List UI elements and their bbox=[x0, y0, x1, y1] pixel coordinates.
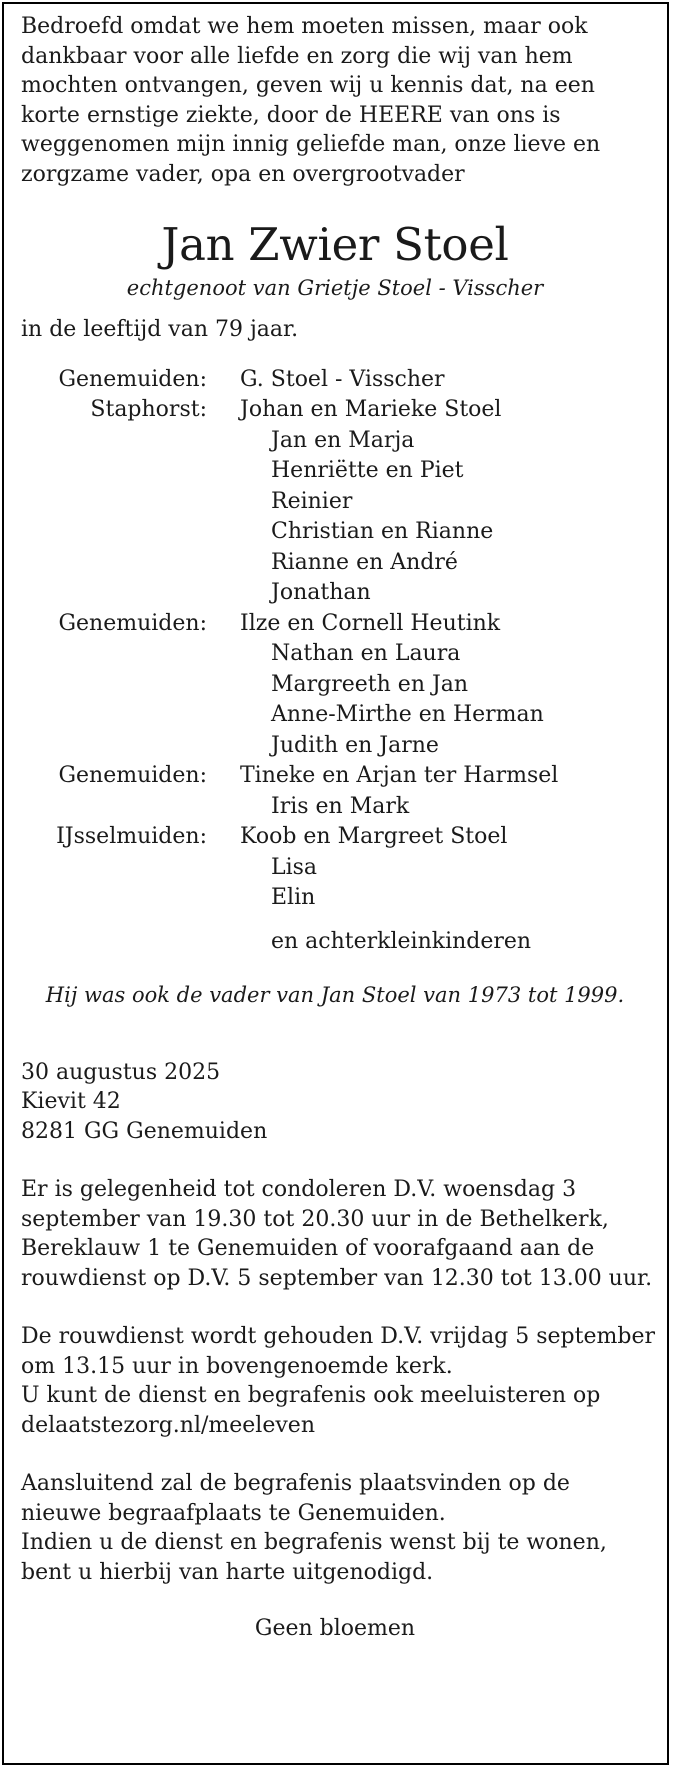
family-member: Johan en Marieke Stoel bbox=[240, 397, 502, 422]
intro-line: weggenomen mijn innig geliefde man, onze lieve en bbox=[21, 132, 601, 157]
family-member: Ilze en Cornell Heutink bbox=[240, 610, 501, 636]
family-member: Rianne en André bbox=[271, 549, 458, 575]
burial-line: Indien u de dienst en begrafenis wenst bij te wonen, bbox=[21, 1530, 607, 1555]
family-row bbox=[21, 487, 649, 518]
family-place bbox=[21, 792, 240, 823]
family-row bbox=[21, 365, 649, 396]
family-place bbox=[21, 548, 240, 579]
burial-line: bent u hierbij van harte uitgenodigd. bbox=[21, 1559, 434, 1585]
family-place bbox=[21, 517, 240, 548]
family-member: Jonathan bbox=[271, 580, 371, 605]
burial-paragraph bbox=[21, 1469, 649, 1587]
death-notice bbox=[21, 12, 655, 1644]
condolence-paragraph bbox=[21, 1175, 653, 1293]
deceased-name: Jan Zwier Stoel bbox=[161, 218, 509, 271]
condolence-line: september van 19.30 tot 20.30 uur in de Bethelkerk, bbox=[21, 1206, 609, 1232]
family-row bbox=[21, 883, 649, 914]
family-member: G. Stoel - Visscher bbox=[240, 366, 445, 392]
family-row bbox=[21, 700, 649, 731]
family-place bbox=[21, 700, 240, 731]
family-member: Margreeth en Jan bbox=[271, 671, 469, 697]
closing-line: Geen bloemen bbox=[254, 1616, 416, 1641]
service-link: delaatstezorg.nl/meeleven bbox=[21, 1412, 315, 1438]
date-line: 30 augustus 2025 bbox=[21, 1059, 221, 1085]
family-member: Anne-Mirthe en Herman bbox=[271, 702, 544, 727]
family-row bbox=[21, 761, 649, 792]
service-paragraph bbox=[21, 1322, 655, 1440]
intro-line: mochten ontvangen, geven wij u kennis dat, na een bbox=[21, 73, 595, 98]
intro-paragraph bbox=[21, 12, 649, 189]
family-list bbox=[21, 365, 649, 914]
family-member: Elin bbox=[271, 885, 316, 910]
service-line: U kunt de dienst en begrafenis ook meeluisteren op bbox=[21, 1383, 601, 1408]
family-member: Jan en Marja bbox=[271, 427, 415, 453]
service-line: om 13.15 uur in bovengenoemde kerk. bbox=[21, 1353, 453, 1379]
family-row bbox=[21, 456, 649, 487]
family-place: Genemuiden: bbox=[58, 366, 207, 392]
family-member: Christian en Rianne bbox=[271, 519, 494, 544]
family-place: IJsselmuiden: bbox=[56, 824, 207, 849]
spouse-line: echtgenoot van Grietje Stoel - Visscher bbox=[126, 276, 544, 300]
family-place bbox=[21, 883, 240, 914]
family-row bbox=[21, 548, 649, 579]
family-place bbox=[21, 639, 240, 670]
intro-line: zorgzame vader, opa en overgrootvader bbox=[21, 161, 465, 187]
age-line: in de leeftijd van 79 jaar. bbox=[21, 317, 299, 342]
great-grandchildren-line: en achterkleinkinderen bbox=[271, 928, 532, 954]
family-row bbox=[21, 792, 649, 823]
family-place: Staphorst: bbox=[90, 397, 207, 422]
family-row bbox=[21, 670, 649, 701]
family-row bbox=[21, 578, 649, 609]
family-row bbox=[21, 853, 649, 884]
family-place bbox=[21, 487, 240, 518]
family-member: Tineke en Arjan ter Harmsel bbox=[240, 763, 559, 788]
family-member: Reinier bbox=[271, 488, 353, 514]
family-row bbox=[21, 517, 649, 548]
condolence-line: Er is gelegenheid tot condoleren D.V. woensdag 3 bbox=[21, 1177, 577, 1202]
condolence-line: rouwdienst op D.V. 5 september van 12.30 tot 13.00 uur. bbox=[21, 1265, 653, 1291]
intro-line: korte ernstige ziekte, door de HEERE van ons is bbox=[21, 102, 561, 128]
family-place bbox=[21, 731, 240, 762]
address-block bbox=[21, 1058, 649, 1147]
postal-line: 8281 GG Genemuiden bbox=[21, 1118, 268, 1144]
family-member: Judith en Jarne bbox=[271, 732, 439, 758]
family-member: Lisa bbox=[271, 854, 318, 880]
family-place bbox=[21, 578, 240, 609]
family-row bbox=[21, 609, 649, 640]
condolence-line: Bereklauw 1 te Genemuiden of voorafgaand aan de bbox=[21, 1236, 595, 1261]
family-place bbox=[21, 670, 240, 701]
burial-line: Aansluitend zal de begrafenis plaatsvinden op de bbox=[21, 1471, 570, 1496]
intro-line: Bedroefd omdat we hem moeten missen, maar ook bbox=[21, 14, 588, 39]
family-place bbox=[21, 426, 240, 457]
burial-line: nieuwe begraafplaats te Genemuiden. bbox=[21, 1500, 446, 1526]
family-row bbox=[21, 822, 649, 853]
family-place bbox=[21, 853, 240, 884]
family-member: Koob en Margreet Stoel bbox=[240, 824, 508, 849]
family-place bbox=[21, 456, 240, 487]
family-member: Henriëtte en Piet bbox=[271, 458, 464, 483]
intro-line: dankbaar voor alle liefde en zorg die wij van hem bbox=[21, 43, 573, 69]
note-line: Hij was ook de vader van Jan Stoel van 1973 tot 1999. bbox=[45, 982, 625, 1007]
family-place: Genemuiden: bbox=[58, 610, 207, 636]
street-line: Kievit 42 bbox=[21, 1089, 121, 1114]
family-member: Nathan en Laura bbox=[271, 641, 461, 666]
service-line: De rouwdienst wordt gehouden D.V. vrijdag 5 september bbox=[21, 1324, 655, 1349]
family-member: Iris en Mark bbox=[271, 793, 410, 819]
family-row bbox=[21, 639, 649, 670]
family-place: Genemuiden: bbox=[58, 763, 207, 788]
family-row bbox=[21, 395, 649, 426]
family-row bbox=[21, 731, 649, 762]
family-row bbox=[21, 426, 649, 457]
